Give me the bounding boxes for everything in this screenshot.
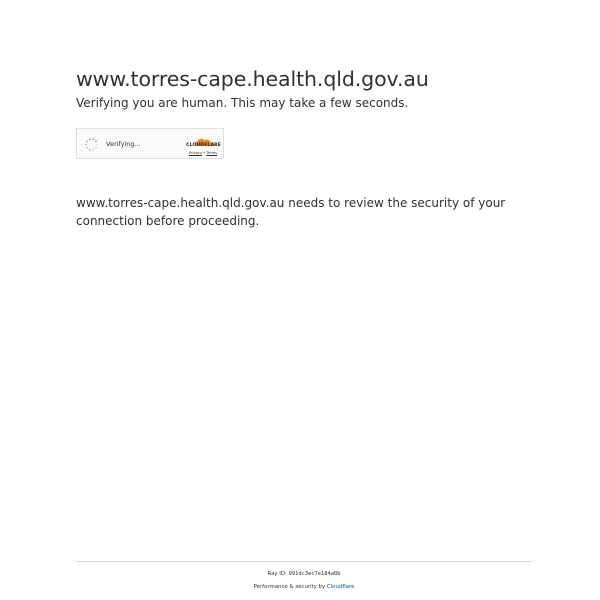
performance-label: Performance & security by — [253, 584, 326, 590]
spinner-dot — [86, 147, 88, 149]
verifying-status: Verifying... — [106, 140, 141, 148]
spinner-dot — [89, 138, 91, 140]
widget-links — [189, 151, 217, 155]
ray-id-line — [0, 570, 600, 578]
footer-divider — [76, 561, 532, 562]
spinner-dot — [92, 138, 94, 140]
spinner-dot — [95, 147, 97, 149]
turnstile-widget[interactable] — [76, 128, 224, 159]
ray-id-value: 991dc3ec7e184a0b — [288, 571, 341, 577]
spinner-dot — [96, 144, 98, 146]
page-title: www.torres-cape.health.qld.gov.au — [76, 67, 429, 91]
spinner-dot — [89, 149, 91, 151]
privacy-link[interactable]: Privacy — [188, 151, 202, 155]
cloudflare-link[interactable]: Cloudflare — [326, 584, 355, 590]
spinner-dot — [86, 140, 88, 142]
ray-id-label: Ray ID: — [267, 571, 287, 577]
performance-line — [0, 583, 600, 591]
spinner-dot — [95, 140, 97, 142]
cloudflare-wordmark: CLOUDFLARE — [186, 143, 221, 148]
security-message: www.torres-cape.health.qld.gov.au needs to review the security of your connection before proceeding. — [76, 196, 506, 228]
spinner-dot — [92, 149, 94, 151]
spinner-dot — [85, 144, 87, 146]
loading-spinner-icon — [84, 137, 99, 152]
terms-link[interactable]: Terms — [206, 151, 217, 155]
link-separator: • — [203, 151, 206, 155]
page-subtitle: Verifying you are human. This may take a few seconds. — [76, 96, 409, 110]
